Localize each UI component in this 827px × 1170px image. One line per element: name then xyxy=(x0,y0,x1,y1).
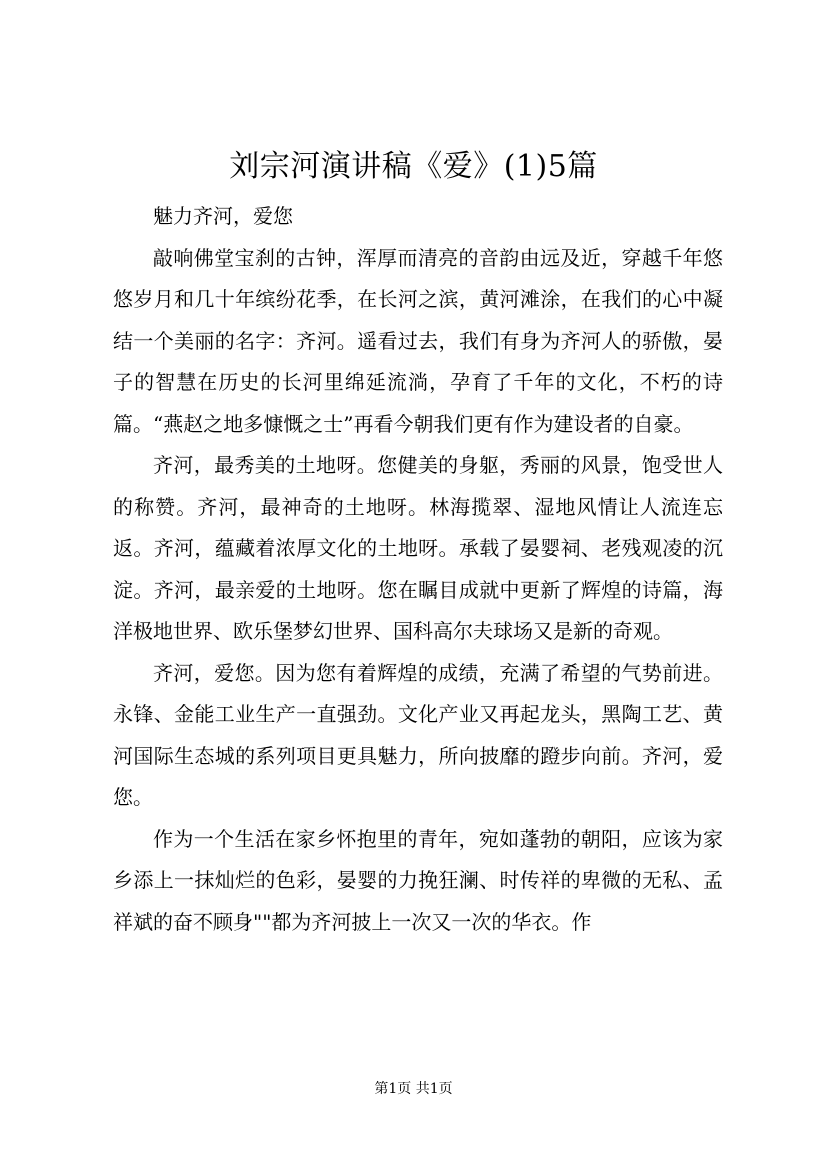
paragraph: 齐河，爱您。因为您有着辉煌的成绩，充满了希望的气势前进。永锋、金能工业生产一直强劲。文化产业又再起龙头，黑陶工艺、黄河国际生态城的系列项目更具魅力，所向披靡的蹬步向前。齐河，爱您。 xyxy=(113,660,723,809)
document-body xyxy=(113,196,723,943)
document-title: 刘宗河演讲稿《爱》(1)5篇 xyxy=(229,149,598,184)
page-footer: 第1页 共1页 xyxy=(374,1081,453,1097)
paragraph-subtitle: 魅力齐河，爱您 xyxy=(153,204,293,228)
paragraph: 作为一个生活在家乡怀抱里的青年，宛如蓬勃的朝阳，应该为家乡添上一抹灿烂的色彩，晏婴的力挽狂澜、时传祥的卑微的无私、孟祥斌的奋不顾身""都为齐河披上一次又一次的华衣。作 xyxy=(113,826,723,934)
paragraph: 齐河，最秀美的土地呀。您健美的身躯，秀丽的风景，饱受世人的称赞。齐河，最神奇的土地呀。林海揽翠、湿地风情让人流连忘返。齐河，蕴藏着浓厚文化的土地呀。承载了晏婴祠、老残观凌的沉淀。齐河，最亲爱的土地呀。您在瞩目成就中更新了辉煌的诗篇，海洋极地世界、欧乐堡梦幻世界、国科高尔夫球场又是新的奇观。 xyxy=(113,453,723,643)
paragraph: 敲响佛堂宝刹的古钟，浑厚而清亮的音韵由远及近，穿越千年悠悠岁月和几十年缤纷花季，在长河之滨，黄河滩涂，在我们的心中凝结一个美丽的名字：齐河。遥看过去，我们有身为齐河人的骄傲，晏子的智慧在历史的长河里绵延流淌，孕育了千年的文化，不朽的诗篇。“燕赵之地多慷慨之士”再看今朝我们更有作为建设者的自豪。 xyxy=(113,245,723,436)
